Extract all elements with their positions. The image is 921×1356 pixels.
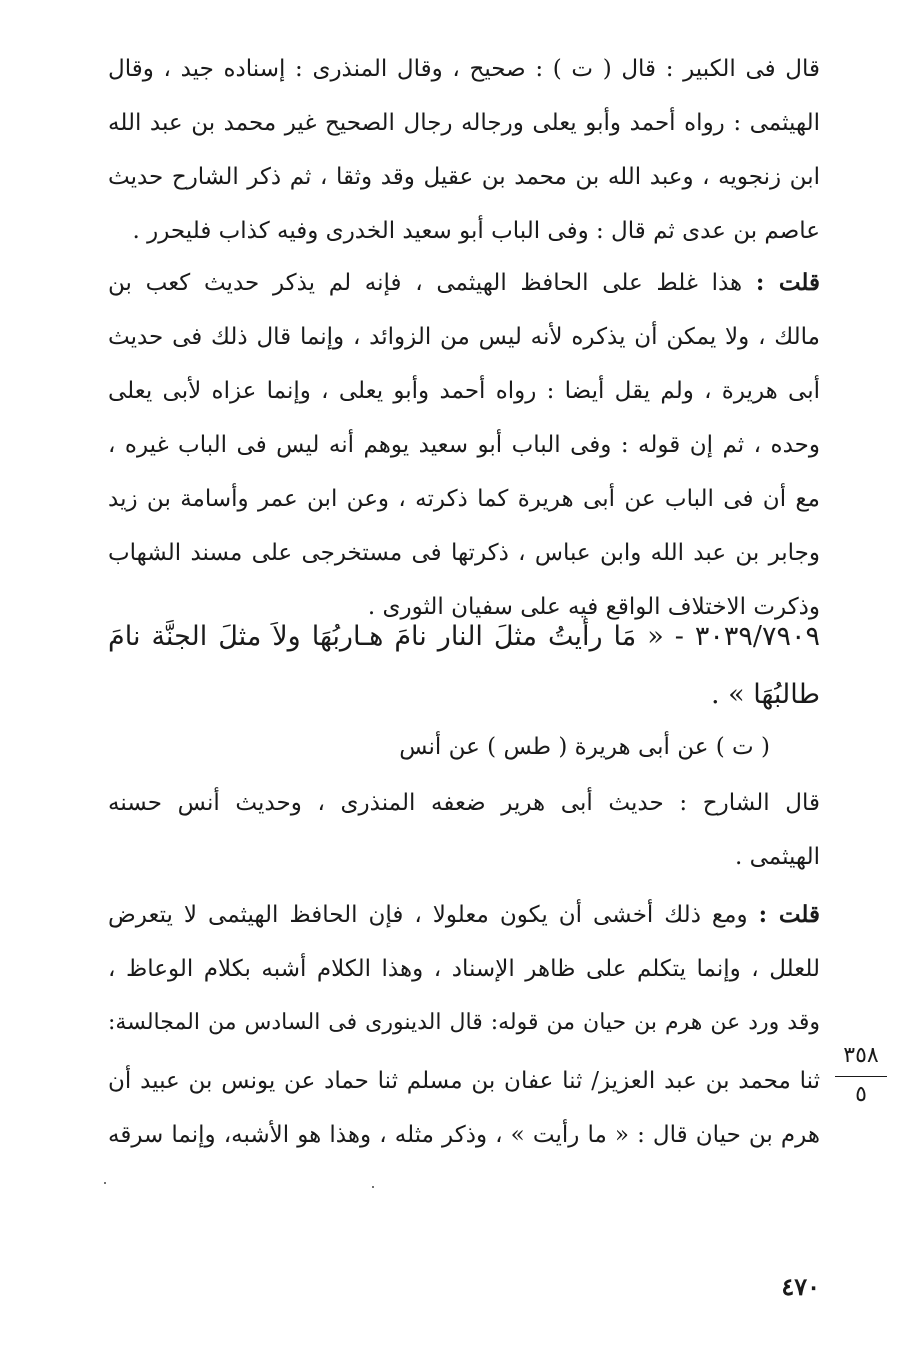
- margin-divider: [835, 1076, 887, 1077]
- text-line: قال الشارح : حديث أبى هرير ضعفه المنذرى ، وحديث أنس حسنه: [108, 790, 820, 816]
- paragraph-commentary-1: [108, 42, 820, 258]
- text-line: وذكرت الاختلاف الواقع فيه على سفيان الثورى .: [367, 594, 820, 620]
- paragraph-author-note-1: [108, 256, 820, 634]
- text-line: ابن زنجويه ، وعبد الله بن محمد بن عقيل وقد وثقا ، ثم ذكر الشارح حديث: [108, 164, 820, 190]
- hadith-entry: [108, 608, 820, 724]
- scan-speck: [104, 1182, 106, 1184]
- text-line: [108, 888, 820, 942]
- text-line: أبى هريرة ، ولم يقل أيضا : رواه أحمد وأبو يعلى ، وإنما عزاه لأبى يعلى: [108, 378, 820, 404]
- text-line-body: هذا غلط على الحافظ الهيثمى ، فإنه لم يذكر حديث كعب بن: [108, 270, 743, 296]
- paragraph-isnad: [108, 1054, 820, 1162]
- text-line: مالك ، ولا يمكن أن يذكره لأنه ليس من الزوائد ، وإنما قال ذلك فى حديث: [108, 324, 820, 350]
- page-number: ٤٧٠: [781, 1272, 820, 1301]
- margin-page-marker: ٥: [855, 1082, 867, 1107]
- text-line-body: ومع ذلك أخشى أن يكون معلولا ، فإن الحافظ الهيثمى لا يتعرض: [108, 902, 748, 928]
- note-lead-label: قلت :: [755, 269, 820, 296]
- text-line: الهيثمى .: [735, 844, 820, 870]
- hadith-text-line: ٣٠٣٩/٧٩٠٩ - « مَا رأيتُ مثلَ النار نامَ هـاربُهَا ولاَ مثلَ الجنَّة نامَ: [108, 621, 820, 652]
- margin-folio-number: ٣٥٨: [843, 1043, 879, 1068]
- text-line: الهيثمى : رواه أحمد وأبو يعلى ورجاله رجال الصحيح غير محمد بن عبد الله: [108, 110, 820, 136]
- note-lead-label: قلت :: [758, 901, 820, 928]
- text-line: ثنا محمد بن عبد العزيز/ ثنا عفان بن مسلم ثنا حماد عن يونس بن عبيد أن: [108, 1068, 820, 1094]
- paragraph-author-note-2: [108, 888, 820, 1050]
- text-line: وجابر بن عبد الله وابن عباس ، ذكرتها فى مستخرجى على مسند الشهاب: [108, 540, 820, 566]
- text-line: عاصم بن عدى ثم قال : وفى الباب أبو سعيد الخدرى وفيه كذاب فليحرر .: [132, 218, 820, 244]
- hadith-text-line: طالبُهَا » .: [710, 679, 820, 710]
- text-line: مع أن فى الباب عن أبى هريرة كما ذكرته ، وعن ابن عمر وأسامة بن زيد: [108, 486, 820, 512]
- text-line: [108, 256, 820, 310]
- source-line: ( ت ) عن أبى هريرة ( طس ) عن أنس: [399, 734, 770, 760]
- text-line: للعلل ، وإنما يتكلم على ظاهر الإسناد ، وهذا الكلام أشبه بكلام الوعاظ ،: [108, 956, 820, 982]
- text-line: هرم بن حيان قال : « ما رأيت » ، وذكر مثله ، وهذا هو الأشبه، وإنما سرقه: [108, 1122, 820, 1148]
- paragraph-commentary-2: [108, 776, 820, 884]
- text-line: وقد ورد عن هرم بن حيان من قوله: قال الدينورى فى السادس من المجالسة:: [108, 1010, 820, 1035]
- hadith-source: [108, 720, 820, 774]
- text-line: وحده ، ثم إن قوله : وفى الباب أبو سعيد يوهم أنه ليس فى الباب غيره ،: [108, 432, 820, 458]
- margin-folio-reference: [833, 1040, 889, 1109]
- scan-speck: [372, 1186, 374, 1188]
- text-line: قال فى الكبير : قال ( ت ) : صحيح ، وقال المنذرى : إسناده جيد ، وقال: [108, 56, 820, 82]
